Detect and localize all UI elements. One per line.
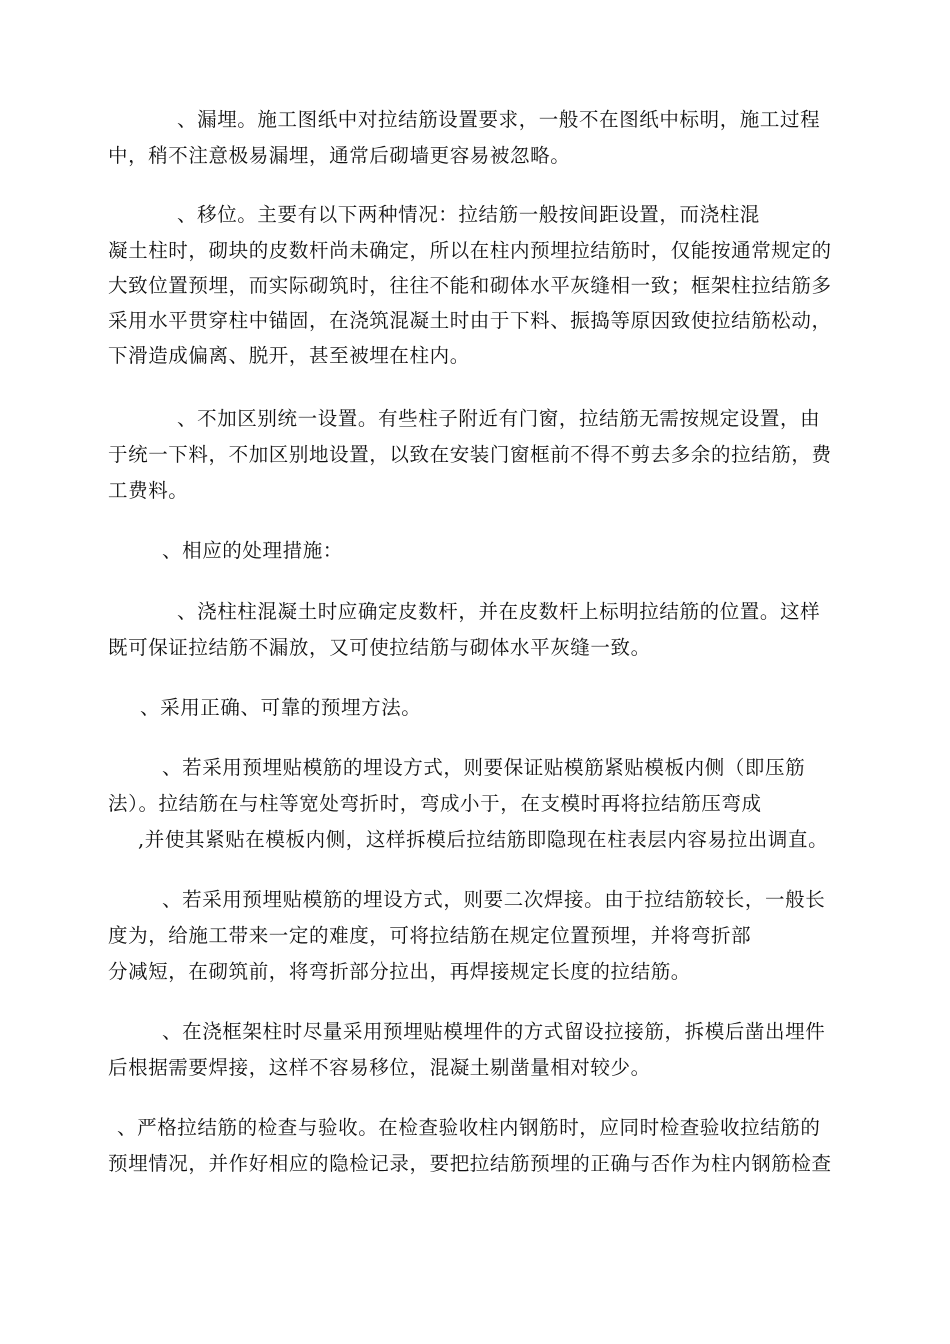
- text-line: 、不加区别统一设置。有些柱子附近有门窗，拉结筋无需按规定设置，由: [177, 407, 821, 430]
- text-line: 工费料。: [108, 479, 189, 502]
- text-line: 、若采用预埋贴模筋的埋设方式，则要二次焊接。由于拉结筋较长，一般长: [162, 888, 826, 911]
- text-line: 、采用正确、可靠的预埋方法。: [140, 696, 422, 719]
- text-line: 、移位。主要有以下两种情况：拉结筋一般按间距设置，而浇柱混: [177, 203, 760, 226]
- text-line: 、在浇框架柱时尽量采用预埋贴模埋件的方式留设拉接筋，拆模后凿出埋件: [162, 1020, 826, 1043]
- text-line: 、相应的处理措施：: [162, 539, 343, 562]
- text-line: 、漏埋。施工图纸中对拉结筋设置要求，一般不在图纸中标明，施工过程: [177, 108, 821, 131]
- text-line: 中，稍不注意极易漏埋，通常后砌墙更容易被忽略。: [108, 144, 571, 167]
- text-line: 采用水平贯穿柱中锚固，在浇筑混凝土时由于下料、振捣等原因致使拉结筋松动，: [108, 309, 832, 332]
- text-line: 既可保证拉结筋不漏放，又可使拉结筋与砌体水平灰缝一致。: [108, 636, 651, 659]
- text-line: 预埋情况，并作好相应的隐检记录，要把拉结筋预埋的正确与否作为柱内钢筋检查: [108, 1152, 832, 1175]
- text-line: 法）。拉结筋在与柱等宽处弯折时，弯成小于，在支模时再将拉结筋压弯成: [108, 792, 762, 815]
- text-line: 、浇柱柱混凝土时应确定皮数杆，并在皮数杆上标明拉结筋的位置。这样: [177, 600, 821, 623]
- text-line: 于统一下料，不加区别地设置，以致在安装门窗框前不得不剪去多余的拉结筋，费: [108, 443, 832, 466]
- text-line: 、若采用预埋贴模筋的埋设方式，则要保证贴模筋紧贴模板内侧（即压筋: [162, 756, 806, 779]
- text-line: 大致位置预埋，而实际砌筑时，往往不能和砌体水平灰缝相一致；框架柱拉结筋多: [108, 274, 832, 297]
- text-line: 、严格拉结筋的检查与验收。在检查验收柱内钢筋时，应同时检查验收拉结筋的: [117, 1116, 821, 1139]
- text-line: ,并使其紧贴在模板内侧，这样拆模后拉结筋即隐现在柱表层内容易拉出调直。: [138, 828, 829, 851]
- text-line: 分减短，在砌筑前，将弯折部分拉出，再焊接规定长度的拉结筋。: [108, 960, 691, 983]
- text-line: 度为，给施工带来一定的难度，可将拉结筋在规定位置预埋，并将弯折部: [108, 924, 752, 947]
- text-line: 凝土柱时，砌块的皮数杆尚未确定，所以在柱内预埋拉结筋时，仅能按通常规定的: [108, 239, 832, 262]
- text-line: 后根据需要焊接，这样不容易移位，混凝土剔凿量相对较少。: [108, 1056, 651, 1079]
- text-line: 下滑造成偏离、脱开，甚至被埋在柱内。: [108, 344, 470, 367]
